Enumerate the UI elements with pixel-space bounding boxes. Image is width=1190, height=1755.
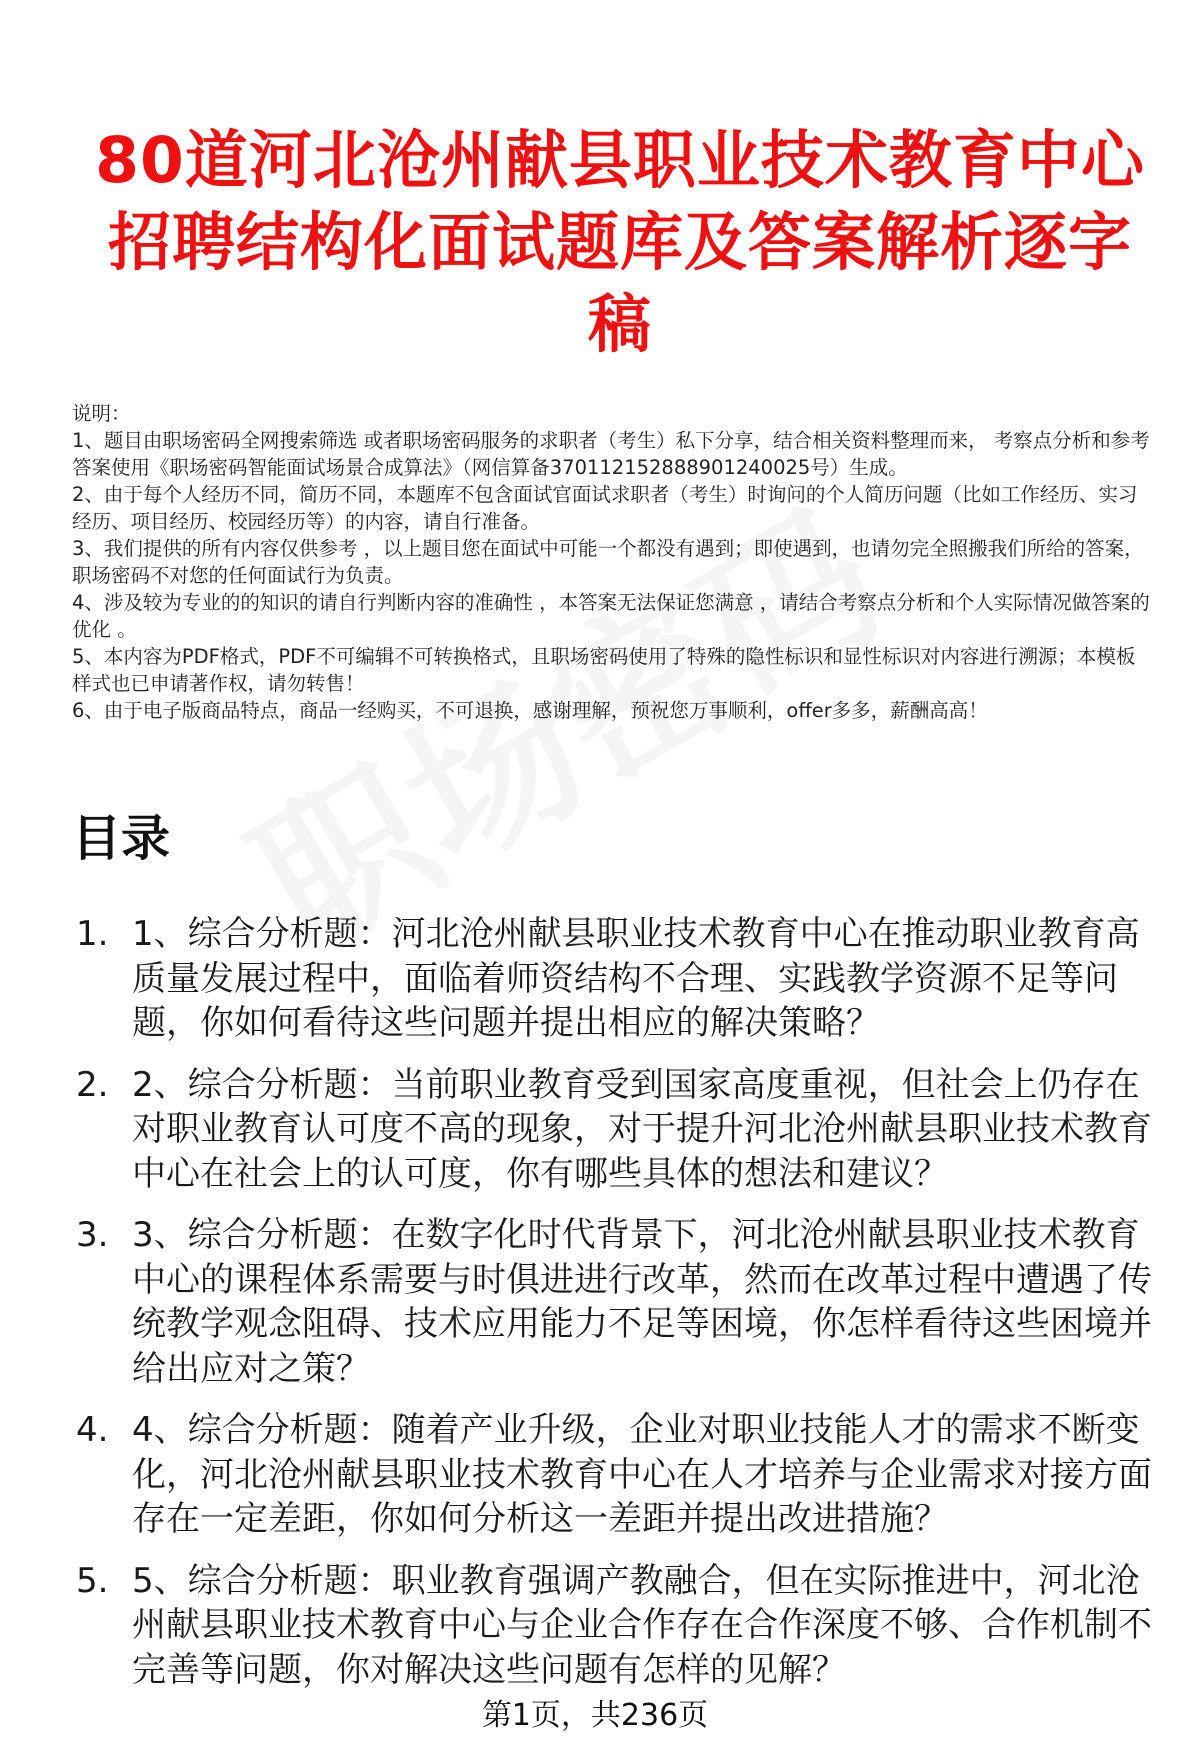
toc-item[interactable]	[76, 912, 1166, 1046]
toc-item-number: 2.	[76, 1064, 109, 1105]
note-item: 3、我们提供的所有内容仅供参考 ，以上题目您在面试中可能一个都没有遇到；即使遇到，也请勿完全照搬我们所给的答案，职场密码不对您的任何面试行为负责。	[72, 537, 1144, 587]
toc-item[interactable]	[76, 1559, 1166, 1693]
note-item: 6、由于电子版商品特点，商品一经购买，不可退换，感谢理解，预祝您万事顺利，offer多多，薪酬高高！	[72, 699, 988, 722]
toc-item-text: 1、综合分析题：河北沧州献县职业技术教育中心在推动职业教育高质量发展过程中，面临着师资结构不合理、实践教学资源不足等问题，你如何看待这些问题并提出相应的解决策略？	[132, 914, 1140, 1043]
toc-item-number: 3.	[76, 1215, 109, 1255]
toc-list	[76, 912, 1166, 1709]
page-number-footer: 第1页，共236页	[481, 1698, 709, 1733]
toc-item-number: 4.	[76, 1410, 109, 1450]
document-title: 80道河北沧州献县职业技术教育中心招聘结构化面试题库及答案解析逐字稿	[95, 124, 1145, 361]
toc-item-text: 3、综合分析题：在数字化时代背景下，河北沧州献县职业技术教育中心的课程体系需要与时俱进进行改革，然而在改革过程中遭遇了传统教学观念阻碍、技术应用能力不足等困境，你怎样看待这些困境并给出应对之策？	[132, 1215, 1152, 1389]
toc-item-number: 5.	[76, 1560, 109, 1601]
note-item: 2、由于每个人经历不同，简历不同，本题库不包含面试官面试求职者（考生）时询问的个人简历问题（比如工作经历、实习经历、项目经历、校园经历等）的内容，请自行准备。	[72, 483, 1138, 533]
note-item: 1、题目由职场密码全网搜索筛选 或者职场密码服务的求职者（考生）私下分享，结合相关资料整理而来， 考察点分析和参考答案使用《职场密码智能面试场景合成算法》（网信算备370112152888901240025号）生成。	[72, 429, 1150, 479]
note-item: 4、涉及较为专业的的知识的请自行判断内容的准确性 ，本答案无法保证您满意 ，请结合考察点分析和个人实际情况做答案的优化 。	[72, 591, 1150, 641]
toc-item-text: 4、综合分析题：随着产业升级，企业对职业技能人才的需求不断变化，河北沧州献县职业技术教育中心在人才培养与企业需求对接方面存在一定差距，你如何分析这一差距并提出改进措施？	[132, 1410, 1152, 1539]
toc-item-text: 2、综合分析题：当前职业教育受到国家高度重视，但社会上仍存在对职业教育认可度不高的现象，对于提升河北沧州献县职业技术教育中心在社会上的认可度，你有哪些具体的想法和建议？	[132, 1064, 1152, 1194]
note-item: 5、本内容为PDF格式，PDF不可编辑不可转换格式，且职场密码使用了特殊的隐性标识和显性标识对内容进行溯源；本模板样式也已申请著作权，请勿转售！	[72, 645, 1136, 695]
toc-item-number: 1.	[76, 914, 109, 954]
notes-section	[72, 400, 1152, 724]
toc-item[interactable]	[76, 1213, 1166, 1391]
notes-heading: 说明：	[72, 402, 131, 425]
toc-heading: 目录	[72, 810, 171, 867]
toc-item[interactable]	[76, 1063, 1166, 1197]
toc-item-text: 5、综合分析题：职业教育强调产教融合，但在实际推进中，河北沧州献县职业技术教育中心与企业合作存在合作深度不够、合作机制不完善等问题，你对解决这些问题有怎样的见解？	[132, 1560, 1152, 1690]
toc-item[interactable]	[76, 1408, 1166, 1542]
